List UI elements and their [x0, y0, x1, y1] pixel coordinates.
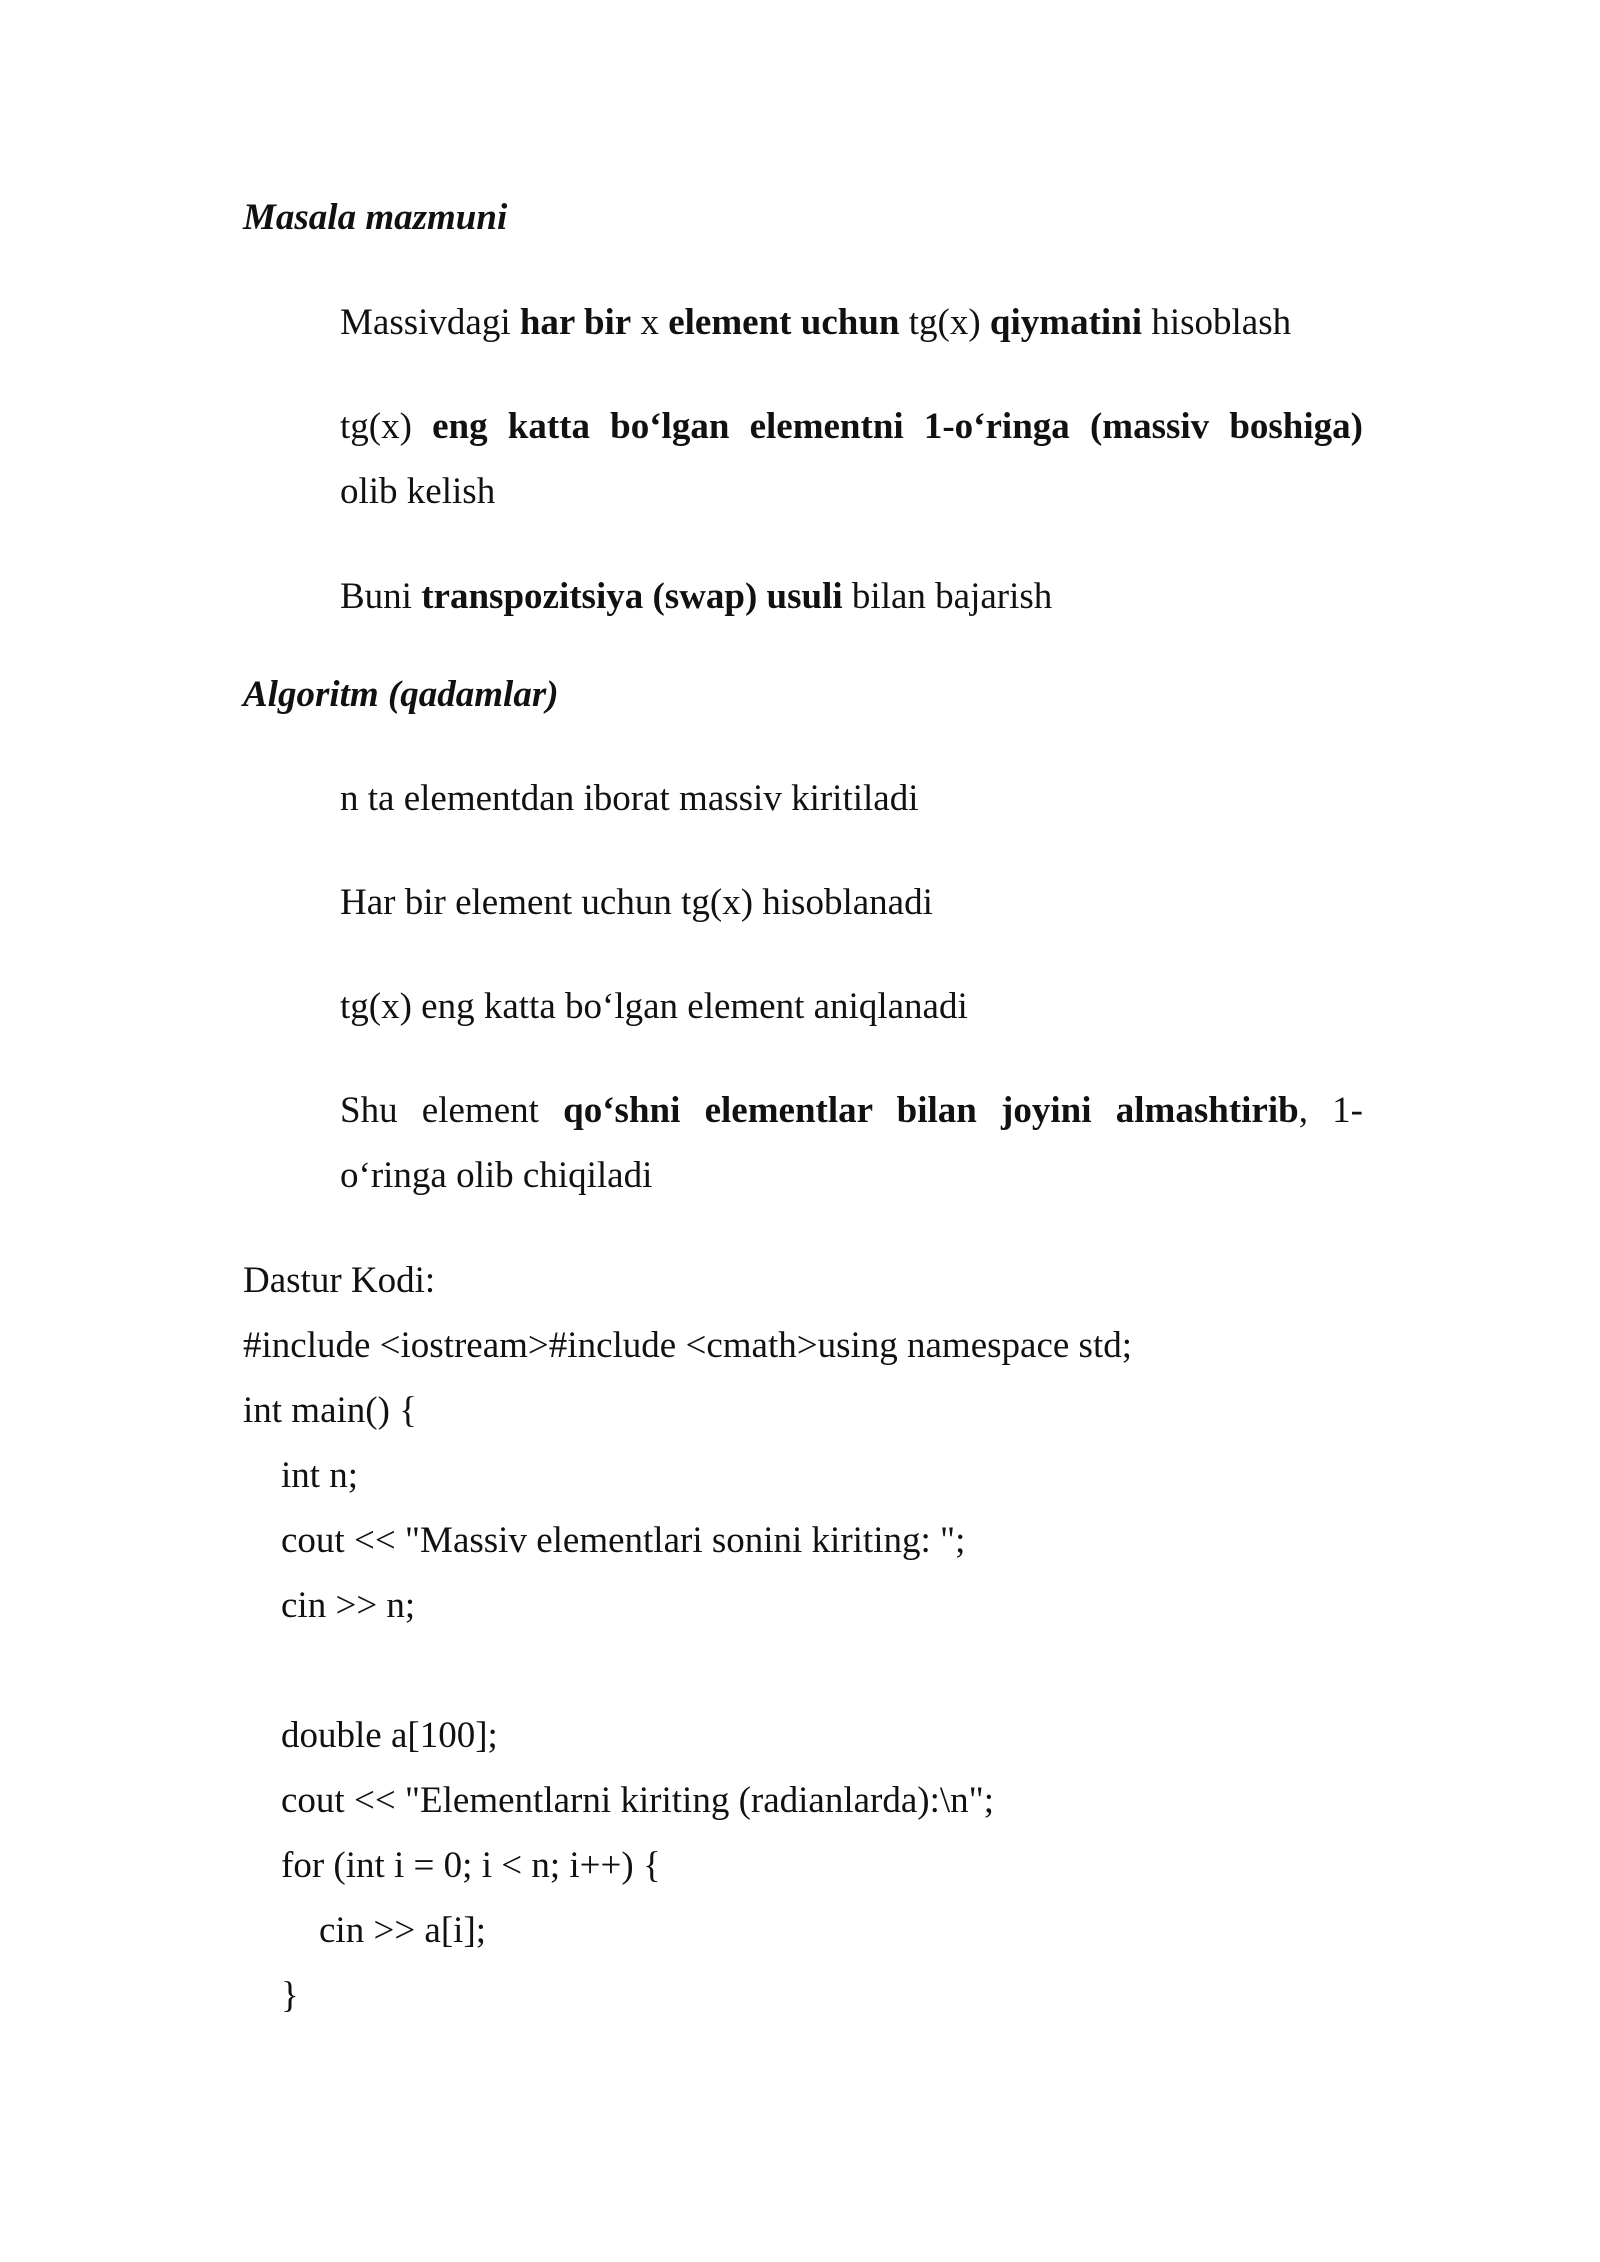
text-run: tg(x)	[340, 406, 433, 447]
code-line: int main() {	[243, 1390, 417, 1431]
text-run: olib kelish	[340, 471, 496, 512]
code-line: cin >> n;	[281, 1585, 416, 1626]
code-line: }	[281, 1975, 299, 2016]
text-run: , 1-	[1298, 1090, 1363, 1131]
code-line: #include <iostream>#include <cmath>using namespace std;	[243, 1325, 1133, 1366]
text-run: x	[631, 302, 669, 343]
algorithm-step-4	[340, 1078, 1363, 1208]
text-run: hisoblash	[1142, 302, 1292, 343]
code-line: cout << "Elementlarni kiriting (radianlarda):\n";	[281, 1780, 995, 1821]
bold-run: qiymatini	[989, 302, 1143, 343]
paragraph-task-3	[340, 564, 1363, 629]
text-run: bilan bajarish	[842, 576, 1053, 617]
justified-line	[340, 1078, 1363, 1143]
code-line: for (int i = 0; i < n; i++) {	[281, 1845, 661, 1886]
section-heading-masala: Masala mazmuni	[243, 197, 508, 238]
code-section-label: Dastur Kodi:	[243, 1260, 436, 1301]
bold-run: qo‘shni elementlar bilan joyini almashtirib	[563, 1090, 1299, 1131]
justified-line	[340, 394, 1363, 459]
text-run: o‘ringa olib chiqiladi	[340, 1155, 653, 1196]
code-line: cout << "Massiv elementlari sonini kiriting: ";	[281, 1520, 966, 1561]
paragraph-task-1	[340, 290, 1363, 355]
bold-run: transpozitsiya (swap) usuli	[421, 576, 843, 617]
paragraph-task-2	[340, 394, 1363, 524]
code-line: double a[100];	[281, 1715, 498, 1756]
text-run: tg(x)	[899, 302, 990, 343]
code-line: int n;	[281, 1455, 359, 1496]
code-line: cin >> a[i];	[319, 1910, 487, 1951]
bold-run: har bir	[519, 302, 632, 343]
text-run: Shu element	[340, 1090, 564, 1131]
algorithm-step-1: n ta elementdan iborat massiv kiritiladi	[340, 778, 919, 819]
algorithm-step-2: Har bir element uchun tg(x) hisoblanadi	[340, 882, 933, 923]
bold-run: element uchun	[668, 302, 900, 343]
text-run: Massivdagi	[340, 302, 520, 343]
section-heading-algoritm: Algoritm (qadamlar)	[243, 674, 559, 715]
text-run: Buni	[340, 576, 422, 617]
algorithm-step-3: tg(x) eng katta bo‘lgan element aniqlanadi	[340, 986, 968, 1027]
bold-run: eng katta bo‘lgan elementni 1-o‘ringa (massiv boshiga)	[432, 406, 1363, 447]
